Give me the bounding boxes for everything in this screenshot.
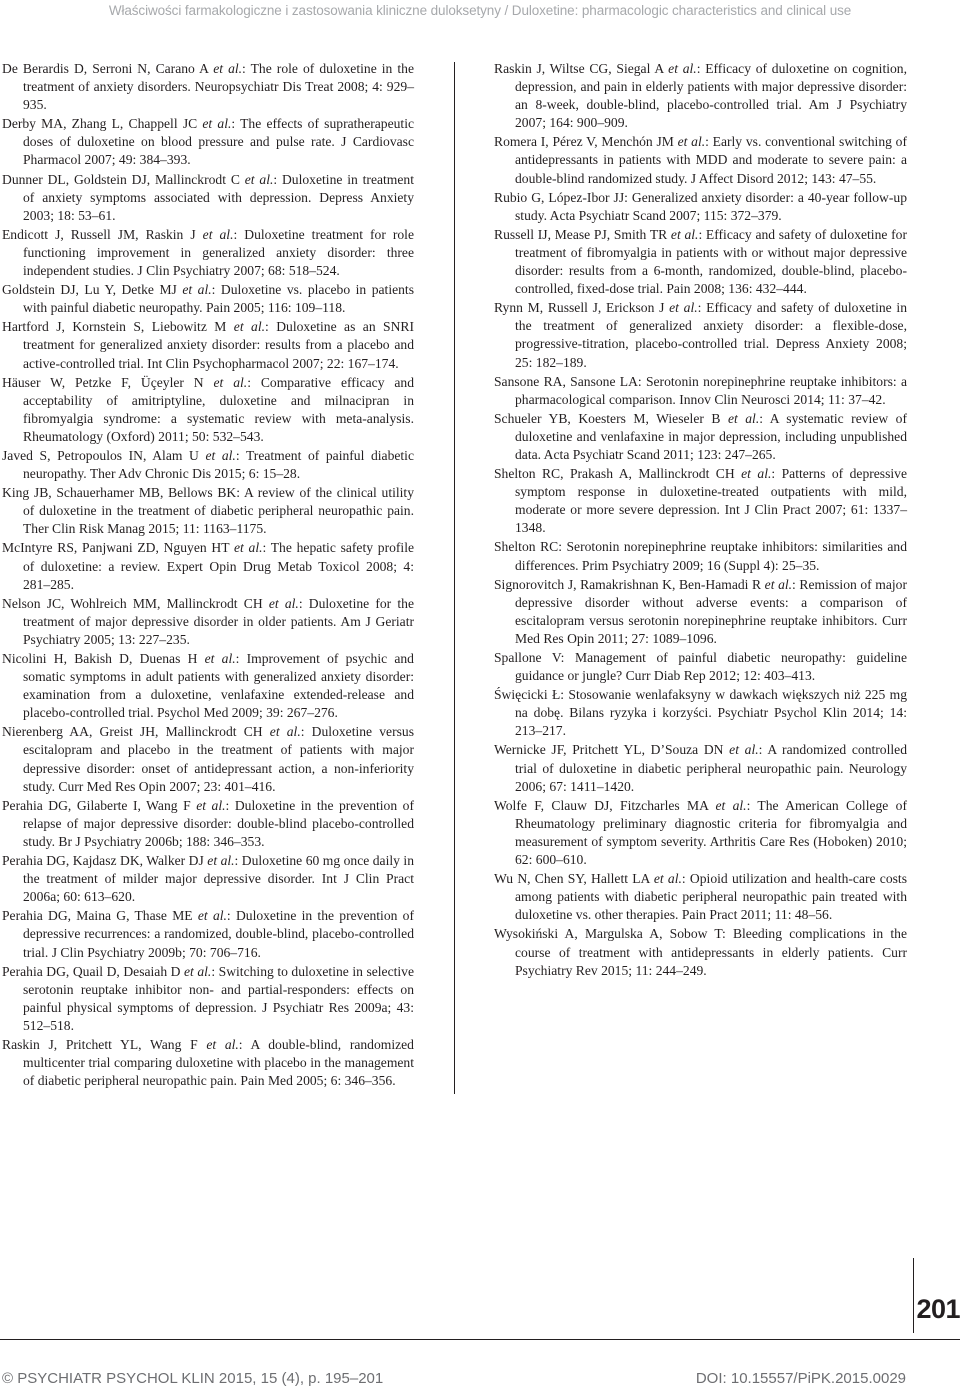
references-column-left (2, 60, 414, 1091)
footer-doi: DOI: 10.15557/PiPK.2015.0029 (695, 1370, 906, 1387)
reference-item: Nierenberg AA, Greist JH, Mallinckrodt CH et al.: Duloxetine versus escitalopram and placebo in the treatment of patients with major depressive disorder: onset of antidepressant action, a non-inferiority study. Curr Med Res Opin 2007; 23: 401–416. (2, 724, 414, 794)
reference-item: Nelson JC, Wohlreich MM, Mallinckrodt CH et al.: Duloxetine for the treatment of major depressive disorder in older patients. Am J Geriatr Psychiatry 2005; 13: 227–235. (2, 595, 414, 647)
reference-item: Raskin J, Wiltse CG, Siegal A et al.: Efficacy of duloxetine on cognition, depression, and pain in elderly patients with major depressive disorder: an 8-week, double-blind, placebo-controlled trial. Am J Psychiatry 2007; 164: 900–909. (494, 61, 907, 131)
reference-item: Raskin J, Pritchett YL, Wang F et al.: A double-blind, randomized multicenter trial comparing duloxetine with placebo in the management of diabetic peripheral neuropathic pain. Pain Med 2005; 6: 346–356. (2, 1036, 414, 1089)
reference-item: Święcicki Ł: Stosowanie wenlafaksyny w dawkach większych niż 225 mg na dobę. Bilans ryzyka i korzyści. Psychiatr Psychol Klin 2014; 14: 213–217. (494, 687, 907, 739)
reference-item: Rubio G, López-Ibor JJ: Generalized anxiety disorder: a 40-year follow-up study. Acta Psychiatr Scand 2007; 115: 372–379. (494, 189, 907, 223)
reference-item: Javed S, Petropoulos IN, Alam U et al.: Treatment of painful diabetic neuropathy. Ther Adv Chronic Dis 2015; 6: 15–28. (2, 447, 414, 482)
reference-item: Sansone RA, Sansone LA: Serotonin norepinephrine reuptake inhibitors: a pharmacological comparison. Innov Clin Neurosci 2014; 11: 37–42. (494, 373, 907, 407)
reference-item: Wu N, Chen SY, Hallett LA et al.: Opioid utilization and health-care costs among patients with diabetic peripheral neuropathic pain treated with duloxetine vs. other therapies. Pain Pract 2011; 11: 48–56. (494, 871, 907, 923)
reference-item: Derby MA, Zhang L, Chappell JC et al.: The effects of supratherapeutic doses of duloxetine on blood pressure and pulse rate. J Cardiovasc Pharmacol 2007; 49: 384–393. (2, 116, 415, 168)
reference-item: Shelton RC: Serotonin norepinephrine reuptake inhibitors: similarities and differences. Prim Psychiatry 2009; 16 (Suppl 4): 25–35. (494, 539, 907, 573)
reference-item: Shelton RC, Prakash A, Mallinckrodt CH et al.: Patterns of depressive symptom response in duloxetine-treated outpatients with mild, moderate or more severe depression. Int J Clin Pract 2007; 61: 1337–1348. (494, 466, 907, 536)
footer-rule (0, 1339, 960, 1340)
reference-item: Russell IJ, Mease PJ, Smith TR et al.: Efficacy and safety of duloxetine for treatment of fibromyalgia in patients with or without major depressive disorder: results from a 6-month, randomized, double-blind, placebo-controlled, fixed-dose trial. Pain 2008; 136: 432–444. (494, 226, 907, 297)
footer-copyright: © PSYCHIATR PSYCHOL KLIN 2015, 15 (4), p. 195–201 (2, 1370, 384, 1387)
running-header: Właściwości farmakologiczne i zastosowania kliniczne duloksetyny / Duloxetine: pharmacologic characteristics and clinical use (108, 3, 852, 18)
page-number: 201 (916, 1294, 960, 1324)
reference-item: Perahia DG, Gilaberte I, Wang F et al.: Duloxetine in the prevention of relapse of major depressive disorder: double-blind placebo-controlled study. Br J Psychiatry 2006b; 188: 346–353. (2, 797, 415, 849)
reference-item: Rynn M, Russell J, Erickson J et al.: Efficacy and safety of duloxetine in the treatment of generalized anxiety disorder: a flexible-dose, progressive-titration, placebo-controlled trial. Depress Anxiety 2008; 25: 182–189. (494, 300, 908, 370)
reference-item: Perahia DG, Quail D, Desaiah D et al.: Switching to duloxetine in selective serotonin reuptake inhibitor non- and partial-responders: effects on painful physical symptoms of depression. J Psychiatr Res 2009a; 43: 512–518. (2, 963, 415, 1033)
reference-item: Wernicke JF, Pritchett YL, D’Souza DN et al.: A randomized controlled trial of duloxetine in diabetic peripheral neuropathic pain. Neurology 2006; 67: 1411–1420. (494, 742, 907, 794)
references-column-right (494, 60, 907, 981)
page-number-rule (913, 1258, 914, 1333)
reference-item: Wolfe F, Clauw DJ, Fitzcharles MA et al.: The American College of Rheumatology preliminary diagnostic criteria for fibromyalgia and measurement of symptom severity. Arthritis Care Res (Hoboken) 2010; 62: 600–610. (494, 797, 907, 868)
reference-item: Hartford J, Kornstein S, Liebowitz M et al.: Duloxetine as an SNRI treatment for generalized anxiety disorder: results from a placebo and active-controlled trial. Int Clin Psychopharmacol 2007; 22: 167–174. (2, 319, 415, 371)
reference-item: King JB, Schauerhamer MB, Bellows BK: A review of the clinical utility of duloxetine in the treatment of diabetic peripheral neuropathic pain. Ther Clin Risk Manag 2015; 11: 1163–1175. (2, 485, 414, 537)
reference-item: Dunner DL, Goldstein DJ, Mallinckrodt C et al.: Duloxetine in treatment of anxiety symptoms associated with depression. Depress Anxiety 2003; 18: 53–61. (2, 171, 414, 223)
reference-item: Wysokiński A, Margulska A, Sobow T: Bleeding complications in the course of treatment with antidepressants in elderly patients. Curr Psychiatry Rev 2015; 11: 244–249. (494, 926, 907, 978)
reference-item: Romera I, Pérez V, Menchón JM et al.: Early vs. conventional switching of antidepressants in patients with MDD and moderate to severe pain: a double-blind randomized study. J Affect Disord 2012; 143: 47–55. (494, 134, 907, 186)
column-divider (454, 62, 455, 1094)
reference-item: Endicott J, Russell JM, Raskin J et al.: Duloxetine treatment for role functioning improvement in generalized anxiety disorder: three independent studies. J Clin Psychiatry 2007; 68: 518–524. (2, 226, 414, 279)
reference-item: Goldstein DJ, Lu Y, Detke MJ et al.: Duloxetine vs. placebo in patients with painful diabetic neuropathy. Pain 2005; 116: 109–118. (2, 282, 414, 316)
reference-item: Perahia DG, Kajdasz DK, Walker DJ et al.: Duloxetine 60 mg once daily in the treatment of milder major depressive disorder. Int J Clin Pract 2006a; 60: 613–620. (2, 853, 414, 905)
reference-item: Nicolini H, Bakish D, Duenas H et al.: Improvement of psychic and somatic symptoms in adult patients with generalized anxiety disorder: examination from a duloxetine, venlafaxine extended-release and placebo-controlled trial. Psychol Med 2009; 39: 267–276. (2, 651, 414, 721)
reference-item: De Berardis D, Serroni N, Carano A et al.: The role of duloxetine in the treatment of anxiety disorders. Neuropsychiatr Dis Treat 2008; 4: 929–935. (2, 61, 414, 113)
reference-item: Schueler YB, Koesters M, Wieseler B et al.: A systematic review of duloxetine and venlafaxine in major depression, including unpublished data. Acta Psychiatr Scand 2011; 123: 247–265. (494, 410, 907, 462)
reference-item: Spallone V: Management of painful diabetic neuropathy: guideline guidance or jungle? Curr Diab Rep 2012; 12: 403–413. (494, 650, 907, 684)
reference-item: Signorovitch J, Ramakrishnan K, Ben-Hamadi R et al.: Remission of major depressive disorder without adverse events: a comparison of escitalopram versus serotonin norepinephrine reuptake inhibitors. Curr Med Res Opin 2011; 27: 1089–1096. (494, 576, 908, 646)
reference-item: McIntyre RS, Panjwani ZD, Nguyen HT et al.: The hepatic safety profile of duloxetine: a review. Expert Opin Drug Metab Toxicol 2008; 4: 281–285. (2, 540, 415, 592)
reference-item: Häuser W, Petzke F, Üçeyler N et al.: Comparative efficacy and acceptability of amitriptyline, duloxetine and milnacipran in fibromyalgia syndrome: a systematic review with meta-analysis. Rheumatology (Oxford) 2011; 50: 532–543. (2, 374, 415, 444)
reference-item: Perahia DG, Maina G, Thase ME et al.: Duloxetine in the prevention of depressive recurrences: a randomized, double-blind, placebo-controlled trial. J Clin Psychiatry 2009b; 70: 706–716. (2, 908, 415, 960)
